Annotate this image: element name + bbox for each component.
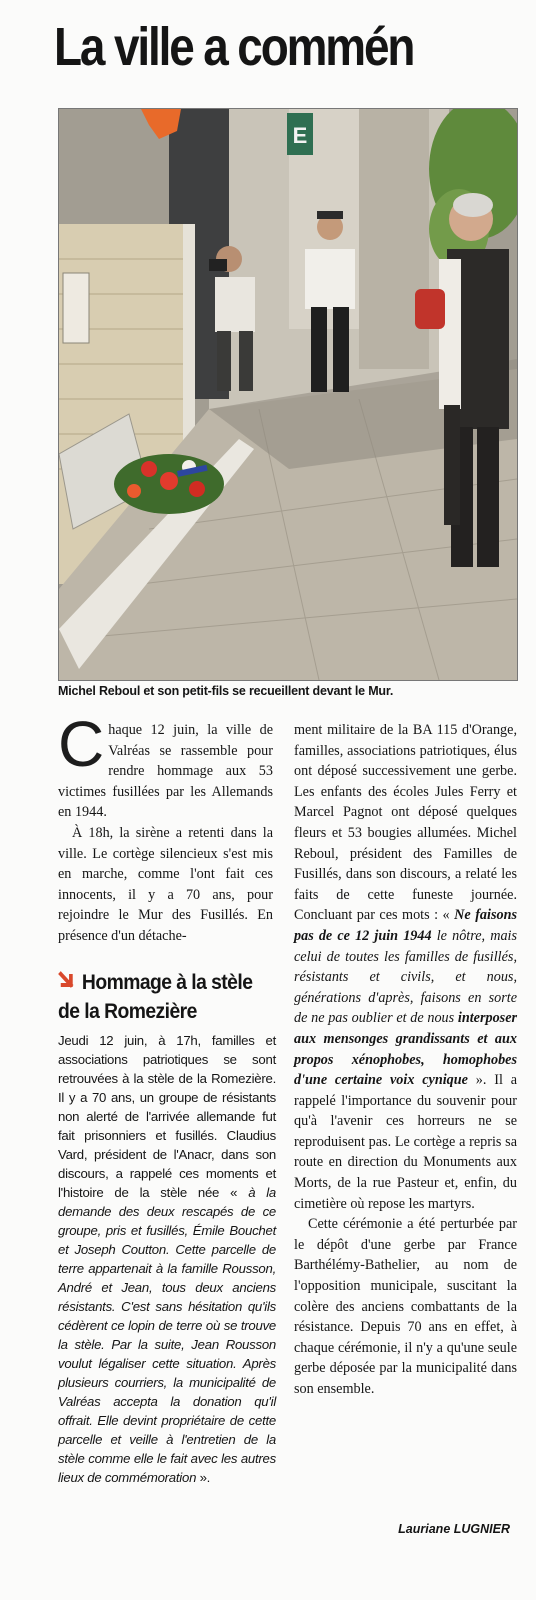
subheading-line-2: de la Romezière [58,1000,197,1023]
article-column-1 [58,708,273,947]
article-column-2 [294,720,517,1400]
photo-caption: Michel Reboul et son petit-fils se recueillent devant le Mur. [58,684,394,698]
quote-text: à la demande des deux rescapés de ce groupe, pris et fusillés, Émile Bouchet et Joseph Coutton. Cette parcelle de terre appartenait à la famille Rousson, André et Jean, tous deux anciens résistants. C'est sans hésitation qu'ils cédèrent ce lopin de terre où se trouve la stèle. Par la suite, Jean Rousson voulut légaliser cette situation. Après plusieurs courriers, la municipalité de Valréas accepta la donation qu'il offrait. Elle devint propriétaire de cette parcelle et veille à l'entretien de la stèle comme elle le fait avec les autres lieux de commémoration [58,1185,277,1485]
paragraph: haque 12 juin, la ville de Valréas se rassemble pour rendre hommage aux 53 victimes fusillées par les Allemands en 1944. [58,722,273,821]
article-column-3 [58,1031,276,1487]
subheading-line-1: Hommage à la stèle [81,971,253,994]
quote-close: ». [199,1470,211,1485]
paragraph: Cette cérémonie a été perturbée par le dépôt d'une gerbe par France Barthélémy-Bathelier, au nom de l'opposition municipale, suscitant la colère des anciens combattants de la résistance. Depuis 70 ans en effet, à chaque cérémonie, il n'y a qu'une seule gerbe déposée par la municipalité dans son ensemble. [294,1216,517,1397]
sign-letter: E [292,123,308,148]
arrow-icon [58,971,76,991]
quote-text: le nôtre, mais celui de toutes les familles de fusillés, résistants et civils, et nous, générations d'après, faisons en sorte de ne pas oublier et de nous [294,927,518,1027]
paragraph: ment militaire de la BA 115 d'Orange, familles, associations patriotiques, élus ont déposé successivement une gerbe. Les enfants des écoles Jules Ferry et Marcel Pagnot ont déposé quelques fleurs et 53 bougies allumées. Michel Reboul, président des Familles de Fusillés, dans son discours, a relaté les faits de cette funeste journée. Concluant par ces mots : « [294,722,517,924]
page-headline: La ville a commén [54,17,414,77]
paragraph: À 18h, la sirène a retenti dans la ville. Le cortège silencieux s'est mis en marche, comme l'ont fait ces innocents, il y a 70 ans, pour rejoindre le Mur des Fusillés. En présence d'un détache- [58,824,273,944]
paragraph: ». Il a rappelé l'importance du souvenir pour qu'à l'avenir ces horreurs ne se reproduisent pas. Le cortège a repris sa route en direction du Monuments aux Morts, de la rue Pasteur et, enfin, du cimetière où repose les martyrs. [294,1072,518,1212]
subheading [58,968,260,1026]
paragraph: Jeudi 12 juin, à 17h, familles et associations patriotiques se sont retrouvées à la stèle de la Romezière. Il y a 70 ans, un groupe de résistants non alerté de l'arrivée allemande fut fait prisonniers et fusillés. Claudius Vard, président de l'Anacr, dans son discours, a rappelé ces moments et l'histoire de la stèle née « [58,1033,276,1200]
article-photo [58,108,518,681]
drop-cap: C [58,708,105,780]
quote-bold: interposer aux mensonges grandissants et aux propos xénophobes, homophobes d'une certaine voix cynique [294,1010,518,1089]
author-byline: Lauriane LUGNIER [398,1522,510,1536]
quote-bold: Ne faisons pas de ce 12 juin 1944 [294,907,517,944]
